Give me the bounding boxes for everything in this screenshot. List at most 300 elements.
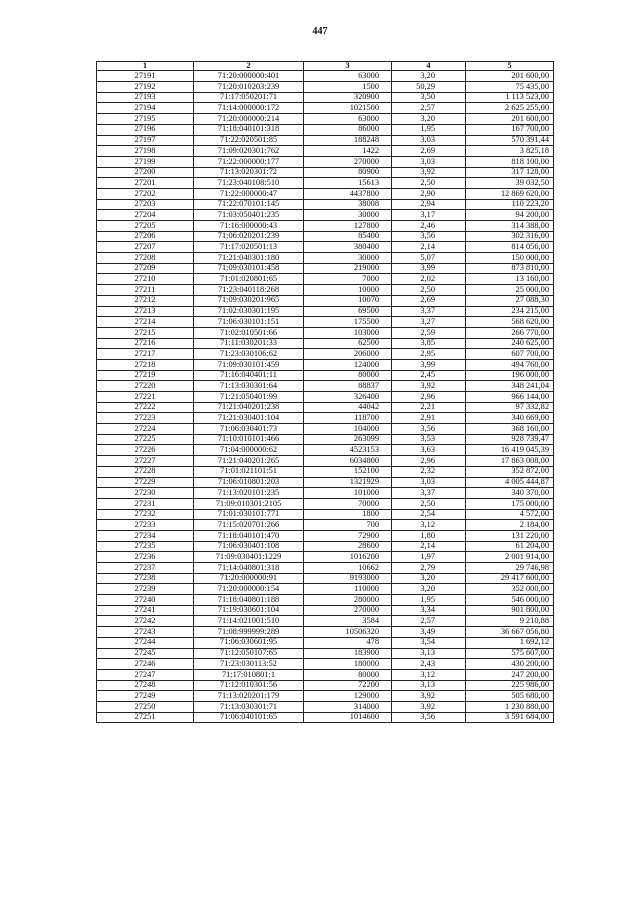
rate-cell: 1,97 bbox=[392, 552, 466, 563]
table-row bbox=[97, 221, 554, 232]
rate-cell: 3,92 bbox=[392, 691, 466, 702]
cadastral-number-cell: 71:21:040301:180 bbox=[194, 253, 304, 264]
cadastral-number-cell: 71:21:040201:265 bbox=[194, 456, 304, 467]
area-cell: 183900 bbox=[304, 648, 392, 659]
table-row bbox=[97, 199, 554, 210]
rate-cell: 2,14 bbox=[392, 541, 466, 552]
table-row bbox=[97, 274, 554, 285]
row-number-cell: 27249 bbox=[97, 691, 194, 702]
value-cell: 2 625 255,00 bbox=[466, 103, 554, 114]
value-cell: 36 667 056,80 bbox=[466, 627, 554, 638]
cadastral-number-cell: 71:17:010801:1 bbox=[194, 669, 304, 680]
rate-cell: 3,17 bbox=[392, 210, 466, 221]
cadastral-number-cell: 71:18:040801:188 bbox=[194, 595, 304, 606]
area-cell: 86000 bbox=[304, 124, 392, 135]
area-cell: 1800 bbox=[304, 509, 392, 520]
cadastral-number-cell: 71:20:010203:239 bbox=[194, 82, 304, 93]
area-cell: 101000 bbox=[304, 488, 392, 499]
cadastral-number-cell: 71:22:070101:145 bbox=[194, 199, 304, 210]
area-cell: 63000 bbox=[304, 114, 392, 125]
area-cell: 314000 bbox=[304, 701, 392, 712]
table-row bbox=[97, 392, 554, 403]
row-number-cell: 27202 bbox=[97, 188, 194, 199]
cadastral-number-cell: 71:13:030301:71 bbox=[194, 701, 304, 712]
value-cell: 97 332,82 bbox=[466, 402, 554, 413]
area-cell: 110000 bbox=[304, 584, 392, 595]
row-number-cell: 27204 bbox=[97, 210, 194, 221]
cadastral-table bbox=[96, 61, 554, 723]
rate-cell: 3,13 bbox=[392, 648, 466, 659]
table-row bbox=[97, 124, 554, 135]
table-row bbox=[97, 605, 554, 616]
table-row bbox=[97, 434, 554, 445]
row-number-cell: 27238 bbox=[97, 573, 194, 584]
value-cell: 505 680,00 bbox=[466, 691, 554, 702]
row-number-cell: 27209 bbox=[97, 263, 194, 274]
table-row bbox=[97, 637, 554, 648]
value-cell: 814 056,00 bbox=[466, 242, 554, 253]
area-cell: 1016200 bbox=[304, 552, 392, 563]
row-number-cell: 27225 bbox=[97, 434, 194, 445]
table-row bbox=[97, 541, 554, 552]
value-cell: 225 986,00 bbox=[466, 680, 554, 691]
area-cell: 380400 bbox=[304, 242, 392, 253]
cadastral-number-cell: 71:13:030301:64 bbox=[194, 381, 304, 392]
row-number-cell: 27239 bbox=[97, 584, 194, 595]
area-cell: 38008 bbox=[304, 199, 392, 210]
value-cell: 348 241,04 bbox=[466, 381, 554, 392]
cadastral-number-cell: 71:22:000000:47 bbox=[194, 188, 304, 199]
row-number-cell: 27232 bbox=[97, 509, 194, 520]
table-body bbox=[97, 71, 554, 723]
table-row bbox=[97, 156, 554, 167]
table-row bbox=[97, 370, 554, 381]
table-row bbox=[97, 659, 554, 670]
value-cell: 131 220,00 bbox=[466, 530, 554, 541]
area-cell: 6034800 bbox=[304, 456, 392, 467]
table-row bbox=[97, 135, 554, 146]
rate-cell: 3,37 bbox=[392, 306, 466, 317]
value-cell: 3 591 684,00 bbox=[466, 712, 554, 723]
table-row bbox=[97, 103, 554, 114]
table-row bbox=[97, 627, 554, 638]
rate-cell: 3,20 bbox=[392, 71, 466, 82]
table-row bbox=[97, 295, 554, 306]
rate-cell: 3,49 bbox=[392, 627, 466, 638]
row-number-cell: 27207 bbox=[97, 242, 194, 253]
row-number-cell: 27193 bbox=[97, 92, 194, 103]
row-number-cell: 27228 bbox=[97, 466, 194, 477]
rate-cell: 3,50 bbox=[392, 92, 466, 103]
value-cell: 3 825,18 bbox=[466, 146, 554, 157]
row-number-cell: 27197 bbox=[97, 135, 194, 146]
row-number-cell: 27233 bbox=[97, 520, 194, 531]
cadastral-number-cell: 71:09:020301:762 bbox=[194, 146, 304, 157]
cadastral-number-cell: 71:09:030101:459 bbox=[194, 359, 304, 370]
rate-cell: 1,80 bbox=[392, 530, 466, 541]
table-header-row bbox=[97, 62, 554, 71]
row-number-cell: 27241 bbox=[97, 605, 194, 616]
cadastral-number-cell: 71:14:040801:318 bbox=[194, 563, 304, 574]
rate-cell: 3,12 bbox=[392, 520, 466, 531]
cadastral-number-cell: 71:01:030101:771 bbox=[194, 509, 304, 520]
table-row bbox=[97, 701, 554, 712]
area-cell: 69500 bbox=[304, 306, 392, 317]
rate-cell: 2,90 bbox=[392, 188, 466, 199]
value-cell: 240 625,00 bbox=[466, 338, 554, 349]
rate-cell: 2,94 bbox=[392, 199, 466, 210]
value-cell: 234 215,00 bbox=[466, 306, 554, 317]
page-number: 447 bbox=[312, 26, 328, 37]
cadastral-number-cell: 71:02:030301:195 bbox=[194, 306, 304, 317]
area-cell: 4523153 bbox=[304, 445, 392, 456]
rate-cell: 2,54 bbox=[392, 509, 466, 520]
area-cell: 326400 bbox=[304, 392, 392, 403]
value-cell: 16 419 045,39 bbox=[466, 445, 554, 456]
table-row bbox=[97, 669, 554, 680]
area-cell: 1500 bbox=[304, 82, 392, 93]
cadastral-number-cell: 71:16:040401:11 bbox=[194, 370, 304, 381]
value-cell: 873 810,00 bbox=[466, 263, 554, 274]
rate-cell: 3,92 bbox=[392, 167, 466, 178]
cadastral-number-cell: 71:19:030601:104 bbox=[194, 605, 304, 616]
area-cell: 85400 bbox=[304, 231, 392, 242]
area-cell: 70000 bbox=[304, 498, 392, 509]
area-cell: 129000 bbox=[304, 691, 392, 702]
table-row bbox=[97, 477, 554, 488]
value-cell: 2 001 914,00 bbox=[466, 552, 554, 563]
value-cell: 1 113 523,00 bbox=[466, 92, 554, 103]
cadastral-number-cell: 71:01:021101:51 bbox=[194, 466, 304, 477]
rate-cell: 3,03 bbox=[392, 135, 466, 146]
area-cell: 30000 bbox=[304, 253, 392, 264]
cadastral-number-cell: 71:10:010101:466 bbox=[194, 434, 304, 445]
area-cell: 63000 bbox=[304, 71, 392, 82]
table-row bbox=[97, 648, 554, 659]
value-cell: 201 600,00 bbox=[466, 114, 554, 125]
value-cell: 13 160,00 bbox=[466, 274, 554, 285]
row-number-cell: 27231 bbox=[97, 498, 194, 509]
area-cell: 206000 bbox=[304, 349, 392, 360]
area-cell: 270000 bbox=[304, 156, 392, 167]
row-number-cell: 27250 bbox=[97, 701, 194, 712]
table-row bbox=[97, 178, 554, 189]
cadastral-number-cell: 71:12:010301:56 bbox=[194, 680, 304, 691]
row-number-cell: 27205 bbox=[97, 221, 194, 232]
cadastral-number-cell: 71:04:000000:62 bbox=[194, 445, 304, 456]
area-cell: 72900 bbox=[304, 530, 392, 541]
table-row bbox=[97, 285, 554, 296]
table-row bbox=[97, 349, 554, 360]
row-number-cell: 27240 bbox=[97, 595, 194, 606]
value-cell: 110 223,20 bbox=[466, 199, 554, 210]
cadastral-number-cell: 71:09:030101:458 bbox=[194, 263, 304, 274]
column-header: 3 bbox=[304, 62, 392, 71]
value-cell: 27 088,30 bbox=[466, 295, 554, 306]
table-row bbox=[97, 71, 554, 82]
area-cell: 270000 bbox=[304, 605, 392, 616]
rate-cell: 3,12 bbox=[392, 669, 466, 680]
table-row bbox=[97, 210, 554, 221]
table-row bbox=[97, 317, 554, 328]
cadastral-number-cell: 71:13:020301:72 bbox=[194, 167, 304, 178]
value-cell: 4 005 444,87 bbox=[466, 477, 554, 488]
rate-cell: 2,57 bbox=[392, 616, 466, 627]
value-cell: 901 800,00 bbox=[466, 605, 554, 616]
value-cell: 9 210,88 bbox=[466, 616, 554, 627]
value-cell: 167 700,00 bbox=[466, 124, 554, 135]
area-cell: 127800 bbox=[304, 221, 392, 232]
row-number-cell: 27203 bbox=[97, 199, 194, 210]
row-number-cell: 27206 bbox=[97, 231, 194, 242]
table-row bbox=[97, 691, 554, 702]
value-cell: 928 739,47 bbox=[466, 434, 554, 445]
cadastral-number-cell: 71:17:020501:13 bbox=[194, 242, 304, 253]
row-number-cell: 27195 bbox=[97, 114, 194, 125]
table-row bbox=[97, 359, 554, 370]
rate-cell: 2,21 bbox=[392, 402, 466, 413]
cadastral-number-cell: 71:08:999999:289 bbox=[194, 627, 304, 638]
value-cell: 340 370,00 bbox=[466, 488, 554, 499]
cadastral-number-cell: 71:12:050107:65 bbox=[194, 648, 304, 659]
value-cell: 25 000,00 bbox=[466, 285, 554, 296]
rate-cell: 3,56 bbox=[392, 231, 466, 242]
rate-cell: 1,95 bbox=[392, 595, 466, 606]
area-cell: 44042 bbox=[304, 402, 392, 413]
cadastral-number-cell: 71:09:030201:965 bbox=[194, 295, 304, 306]
table-row bbox=[97, 680, 554, 691]
rate-cell: 3,92 bbox=[392, 381, 466, 392]
rate-cell: 2,46 bbox=[392, 221, 466, 232]
table-row bbox=[97, 466, 554, 477]
area-cell: 9193000 bbox=[304, 573, 392, 584]
rate-cell: 2,50 bbox=[392, 178, 466, 189]
rate-cell: 3,53 bbox=[392, 434, 466, 445]
table-row bbox=[97, 509, 554, 520]
rate-cell: 5,07 bbox=[392, 253, 466, 264]
table-row bbox=[97, 712, 554, 723]
rate-cell: 2,69 bbox=[392, 295, 466, 306]
row-number-cell: 27200 bbox=[97, 167, 194, 178]
cadastral-number-cell: 71:18:040101:470 bbox=[194, 530, 304, 541]
value-cell: 175 000,00 bbox=[466, 498, 554, 509]
cadastral-number-cell: 71:23:030113:52 bbox=[194, 659, 304, 670]
value-cell: 266 770,00 bbox=[466, 327, 554, 338]
rate-cell: 2,57 bbox=[392, 103, 466, 114]
area-cell: 4437800 bbox=[304, 188, 392, 199]
cadastral-number-cell: 71:16:000000:43 bbox=[194, 221, 304, 232]
rate-cell: 2,02 bbox=[392, 274, 466, 285]
area-cell: 30000 bbox=[304, 210, 392, 221]
row-number-cell: 27229 bbox=[97, 477, 194, 488]
area-cell: 3584 bbox=[304, 616, 392, 627]
row-number-cell: 27214 bbox=[97, 317, 194, 328]
table-row bbox=[97, 188, 554, 199]
table-row bbox=[97, 584, 554, 595]
cadastral-number-cell: 71:17:050201:71 bbox=[194, 92, 304, 103]
area-cell: 7000 bbox=[304, 274, 392, 285]
row-number-cell: 27212 bbox=[97, 295, 194, 306]
row-number-cell: 27211 bbox=[97, 285, 194, 296]
row-number-cell: 27194 bbox=[97, 103, 194, 114]
row-number-cell: 27219 bbox=[97, 370, 194, 381]
value-cell: 196 000,00 bbox=[466, 370, 554, 381]
value-cell: 1 230 880,00 bbox=[466, 701, 554, 712]
rate-cell: 3,34 bbox=[392, 605, 466, 616]
value-cell: 12 869 620,00 bbox=[466, 188, 554, 199]
rate-cell: 3,27 bbox=[392, 317, 466, 328]
row-number-cell: 27224 bbox=[97, 424, 194, 435]
value-cell: 430 200,00 bbox=[466, 659, 554, 670]
rate-cell: 3,13 bbox=[392, 680, 466, 691]
rate-cell: 3,20 bbox=[392, 114, 466, 125]
cadastral-number-cell: 71:21:050401:99 bbox=[194, 392, 304, 403]
table-row bbox=[97, 338, 554, 349]
value-cell: 317 128,00 bbox=[466, 167, 554, 178]
table-row bbox=[97, 573, 554, 584]
cadastral-number-cell: 71:11:030201:33 bbox=[194, 338, 304, 349]
table-row bbox=[97, 424, 554, 435]
table-row bbox=[97, 456, 554, 467]
cadastral-number-cell: 71:09:010301:2105 bbox=[194, 498, 304, 509]
area-cell: 103000 bbox=[304, 327, 392, 338]
value-cell: 966 144,00 bbox=[466, 392, 554, 403]
cadastral-number-cell: 71:22:020501:85 bbox=[194, 135, 304, 146]
value-cell: 39 032,50 bbox=[466, 178, 554, 189]
area-cell: 124000 bbox=[304, 359, 392, 370]
area-cell: 10662 bbox=[304, 563, 392, 574]
row-number-cell: 27246 bbox=[97, 659, 194, 670]
row-number-cell: 27215 bbox=[97, 327, 194, 338]
value-cell: 352 000,00 bbox=[466, 584, 554, 595]
value-cell: 352 872,00 bbox=[466, 466, 554, 477]
area-cell: 15613 bbox=[304, 178, 392, 189]
rate-cell: 3,56 bbox=[392, 424, 466, 435]
value-cell: 340 669,00 bbox=[466, 413, 554, 424]
row-number-cell: 27222 bbox=[97, 402, 194, 413]
rate-cell: 3,56 bbox=[392, 712, 466, 723]
table-row bbox=[97, 595, 554, 606]
row-number-cell: 27247 bbox=[97, 669, 194, 680]
row-number-cell: 27218 bbox=[97, 359, 194, 370]
table-row bbox=[97, 530, 554, 541]
table-row bbox=[97, 616, 554, 627]
table-row bbox=[97, 413, 554, 424]
area-cell: 1021500 bbox=[304, 103, 392, 114]
table-row bbox=[97, 327, 554, 338]
cadastral-number-cell: 71:13:020201:179 bbox=[194, 691, 304, 702]
rate-cell: 3,20 bbox=[392, 573, 466, 584]
area-cell: 175500 bbox=[304, 317, 392, 328]
area-cell: 152100 bbox=[304, 466, 392, 477]
value-cell: 494 760,00 bbox=[466, 359, 554, 370]
column-header: 2 bbox=[194, 62, 304, 71]
table-row bbox=[97, 520, 554, 531]
area-cell: 72200 bbox=[304, 680, 392, 691]
area-cell: 10000 bbox=[304, 285, 392, 296]
row-number-cell: 27230 bbox=[97, 488, 194, 499]
rate-cell: 3,63 bbox=[392, 445, 466, 456]
row-number-cell: 27235 bbox=[97, 541, 194, 552]
area-cell: 1014600 bbox=[304, 712, 392, 723]
value-cell: 29 746,98 bbox=[466, 563, 554, 574]
rate-cell: 3,37 bbox=[392, 488, 466, 499]
value-cell: 17 863 008,00 bbox=[466, 456, 554, 467]
area-cell: 188248 bbox=[304, 135, 392, 146]
value-cell: 570 391,44 bbox=[466, 135, 554, 146]
area-cell: 62500 bbox=[304, 338, 392, 349]
table-row bbox=[97, 445, 554, 456]
value-cell: 75 435,00 bbox=[466, 82, 554, 93]
area-cell: 104000 bbox=[304, 424, 392, 435]
row-number-cell: 27220 bbox=[97, 381, 194, 392]
area-cell: 10506320 bbox=[304, 627, 392, 638]
table-row bbox=[97, 231, 554, 242]
rate-cell: 3,20 bbox=[392, 584, 466, 595]
table-row bbox=[97, 242, 554, 253]
area-cell: 80900 bbox=[304, 167, 392, 178]
rate-cell: 2,91 bbox=[392, 413, 466, 424]
area-cell: 118700 bbox=[304, 413, 392, 424]
row-number-cell: 27243 bbox=[97, 627, 194, 638]
cadastral-number-cell: 71:20:000000:91 bbox=[194, 573, 304, 584]
cadastral-number-cell: 71:03:050401:235 bbox=[194, 210, 304, 221]
rate-cell: 3,03 bbox=[392, 156, 466, 167]
row-number-cell: 27198 bbox=[97, 146, 194, 157]
area-cell: 263099 bbox=[304, 434, 392, 445]
value-cell: 94 200,00 bbox=[466, 210, 554, 221]
area-cell: 1321929 bbox=[304, 477, 392, 488]
rate-cell: 2,50 bbox=[392, 498, 466, 509]
area-cell: 88837 bbox=[304, 381, 392, 392]
rate-cell: 2,32 bbox=[392, 466, 466, 477]
table-row bbox=[97, 114, 554, 125]
cadastral-number-cell: 71:18:040101:318 bbox=[194, 124, 304, 135]
row-number-cell: 27210 bbox=[97, 274, 194, 285]
value-cell: 150 000,00 bbox=[466, 253, 554, 264]
table-row bbox=[97, 253, 554, 264]
cadastral-number-cell: 71:21:030401:104 bbox=[194, 413, 304, 424]
cadastral-number-cell: 71:06:010801:203 bbox=[194, 477, 304, 488]
cadastral-number-cell: 71:09:030401:1229 bbox=[194, 552, 304, 563]
rate-cell: 2,43 bbox=[392, 659, 466, 670]
row-number-cell: 27248 bbox=[97, 680, 194, 691]
cadastral-number-cell: 71:06:030601:95 bbox=[194, 637, 304, 648]
cadastral-number-cell: 71:01:020801:65 bbox=[194, 274, 304, 285]
rate-cell: 2,50 bbox=[392, 285, 466, 296]
table-row bbox=[97, 563, 554, 574]
value-cell: 818 100,00 bbox=[466, 156, 554, 167]
value-cell: 568 620,00 bbox=[466, 317, 554, 328]
rate-cell: 3,99 bbox=[392, 263, 466, 274]
cadastral-number-cell: 71:15:020701:266 bbox=[194, 520, 304, 531]
value-cell: 4 572,00 bbox=[466, 509, 554, 520]
row-number-cell: 27192 bbox=[97, 82, 194, 93]
row-number-cell: 27251 bbox=[97, 712, 194, 723]
area-cell: 1422 bbox=[304, 146, 392, 157]
value-cell: 546 000,00 bbox=[466, 595, 554, 606]
table-row bbox=[97, 498, 554, 509]
cadastral-number-cell: 71:02:010501:66 bbox=[194, 327, 304, 338]
row-number-cell: 27242 bbox=[97, 616, 194, 627]
table-row bbox=[97, 146, 554, 157]
cadastral-number-cell: 71:06:030401:108 bbox=[194, 541, 304, 552]
area-cell: 219000 bbox=[304, 263, 392, 274]
rate-cell: 50,29 bbox=[392, 82, 466, 93]
table-row bbox=[97, 263, 554, 274]
cadastral-number-cell: 71:20:000000:214 bbox=[194, 114, 304, 125]
area-cell: 478 bbox=[304, 637, 392, 648]
